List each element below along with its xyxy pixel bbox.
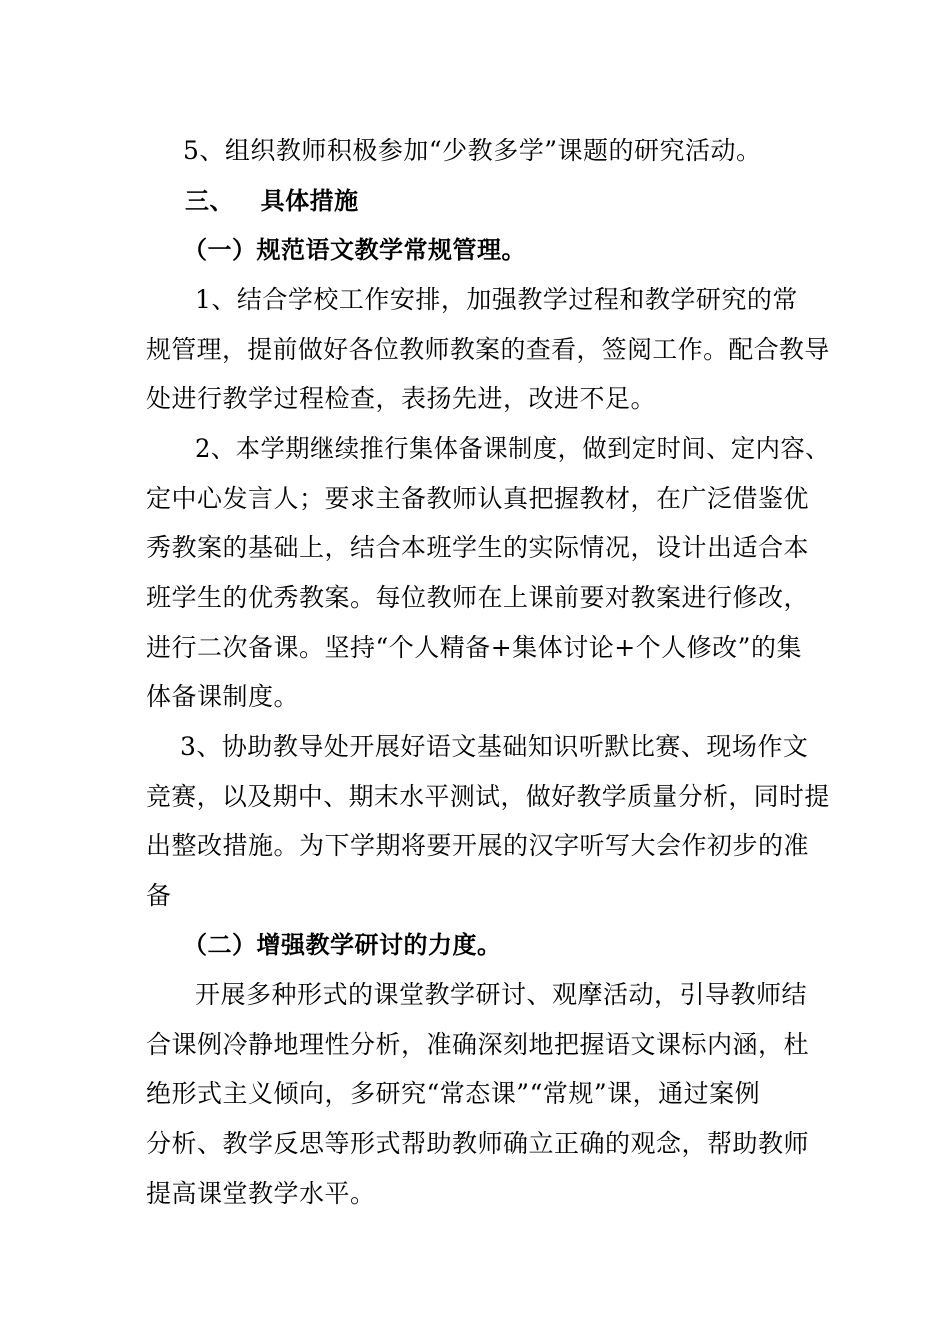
para-1-line-3: 处进行教学过程检查，表扬先进，改进不足。 bbox=[146, 384, 657, 413]
section-3-heading: 三、 具体措施 bbox=[185, 187, 359, 215]
para-2-line-3: 秀教案的基础上，结合本班学生的实际情况，设计出适合本 bbox=[146, 533, 810, 562]
para-3-line-4: 备 bbox=[146, 881, 172, 910]
para-2-line-5: 进行二次备课。坚持“个人精备+集体讨论+个人修改”的集 bbox=[146, 633, 802, 662]
para-2-line-1: 2、本学期继续推行集体备课制度，做到定时间、定内容、 bbox=[195, 434, 830, 463]
para-2-line-6: 体备课制度。 bbox=[146, 682, 300, 711]
item-5-organize-teachers: 5、组织教师积极参加“少教多学”课题的研究活动。 bbox=[183, 136, 762, 165]
subsection-2-heading: （二）增强教学研讨的力度。 bbox=[183, 931, 502, 959]
para-2-line-2: 定中心发言人；要求主备教师认真把握教材，在广泛借鉴优 bbox=[146, 484, 810, 513]
para-4-line-4: 分析、教学反思等形式帮助教师确立正确的观念，帮助教师 bbox=[146, 1129, 810, 1158]
subsection-1-heading: （一）规范语文教学常规管理。 bbox=[183, 236, 526, 264]
para-4-line-2: 合课例冷静地理性分析，准确深刻地把握语文课标内涵，杜 bbox=[146, 1030, 810, 1059]
para-2-line-4: 班学生的优秀教案。每位教师在上课前要对教案进行修改， bbox=[146, 583, 810, 612]
para-3-line-3: 出整改措施。为下学期将要开展的汉字听写大会作初步的准 bbox=[146, 831, 810, 860]
para-1-line-1: 1、结合学校工作安排，加强教学过程和教学研究的常 bbox=[195, 285, 798, 314]
para-3-line-1: 3、协助教导处开展好语文基础知识听默比赛、现场作文 bbox=[180, 732, 809, 761]
para-4-line-5: 提高课堂教学水平。 bbox=[146, 1179, 376, 1208]
para-1-line-2: 规管理，提前做好各位教师教案的查看，签阅工作。配合教导 bbox=[146, 335, 830, 364]
para-4-line-3: 绝形式主义倾向，多研究“常态课”“常规”课，通过案例 bbox=[146, 1079, 761, 1108]
para-3-line-2: 竞赛，以及期中、期末水平测试，做好教学质量分析，同时提 bbox=[146, 782, 830, 811]
para-4-line-1: 开展多种形式的课堂教学研讨、观摩活动，引导教师结 bbox=[195, 980, 808, 1009]
